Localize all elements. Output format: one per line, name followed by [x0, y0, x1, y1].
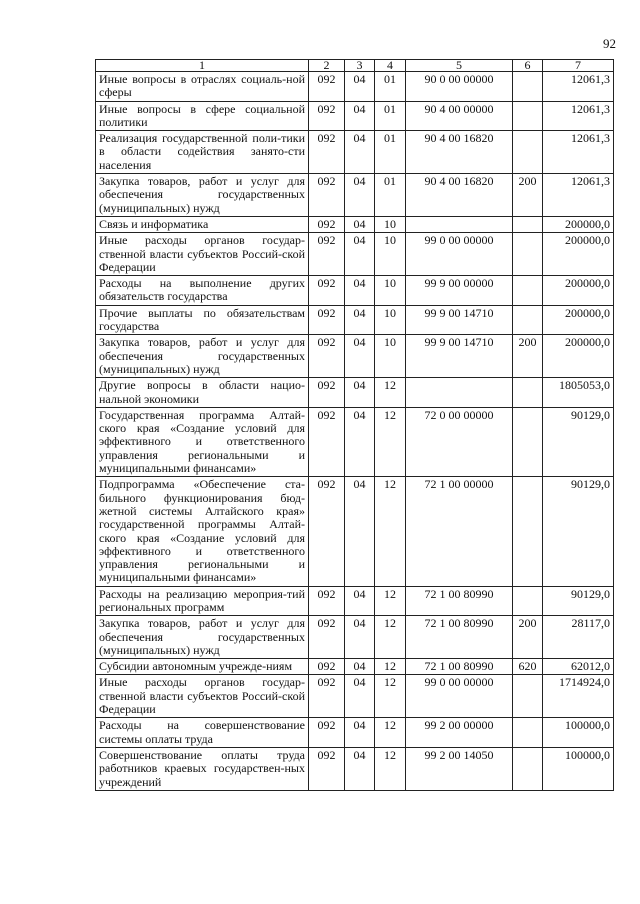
- row-col2-code: 092: [309, 174, 345, 217]
- row-col5-code: 99 0 00 00000: [406, 675, 513, 718]
- row-col6-code: [513, 305, 543, 335]
- row-col5-code: 99 9 00 00000: [406, 276, 513, 306]
- column-header-6: 6: [513, 60, 543, 72]
- row-amount: 28117,0: [543, 616, 614, 659]
- budget-table: [95, 59, 614, 791]
- row-amount: 12061,3: [543, 131, 614, 174]
- row-col3-code: 04: [345, 131, 375, 174]
- row-description: Расходы на совершенствование системы оплаты труда: [96, 718, 309, 748]
- row-description: Расходы на выполнение других обязательств государства: [96, 276, 309, 306]
- table-row: [96, 586, 614, 616]
- row-description: Субсидии автономным учрежде-ниям: [96, 659, 309, 675]
- row-description: Прочие выплаты по обязательствам государства: [96, 305, 309, 335]
- row-col4-code: 12: [375, 718, 406, 748]
- row-amount: 90129,0: [543, 477, 614, 586]
- row-col5-code: 99 9 00 14710: [406, 335, 513, 378]
- row-col5-code: 72 0 00 00000: [406, 407, 513, 476]
- row-col5-code: 99 2 00 14050: [406, 747, 513, 790]
- row-col5-code: 90 0 00 00000: [406, 72, 513, 102]
- row-col2-code: 092: [309, 131, 345, 174]
- row-col6-code: [513, 747, 543, 790]
- row-col2-code: 092: [309, 616, 345, 659]
- row-col3-code: 04: [345, 335, 375, 378]
- table-row: [96, 216, 614, 232]
- row-amount: 200000,0: [543, 216, 614, 232]
- row-amount: 12061,3: [543, 101, 614, 131]
- row-description: Закупка товаров, работ и услуг для обеспечения государственных (муниципальных) нужд: [96, 335, 309, 378]
- row-col3-code: 04: [345, 747, 375, 790]
- row-amount: 62012,0: [543, 659, 614, 675]
- row-col6-code: [513, 131, 543, 174]
- table-row: [96, 101, 614, 131]
- row-col3-code: 04: [345, 718, 375, 748]
- row-col2-code: 092: [309, 407, 345, 476]
- row-col5-code: 72 1 00 80990: [406, 659, 513, 675]
- row-amount: 200000,0: [543, 305, 614, 335]
- table-row: [96, 718, 614, 748]
- row-description: Иные вопросы в сфере социальной политики: [96, 101, 309, 131]
- table-row: [96, 747, 614, 790]
- row-col4-code: 01: [375, 131, 406, 174]
- table-row: [96, 407, 614, 476]
- row-col5-code: 72 1 00 00000: [406, 477, 513, 586]
- row-amount: 200000,0: [543, 335, 614, 378]
- row-amount: 12061,3: [543, 174, 614, 217]
- row-col3-code: 04: [345, 276, 375, 306]
- row-col2-code: 092: [309, 335, 345, 378]
- table-header-row: [96, 60, 614, 72]
- row-col4-code: 10: [375, 276, 406, 306]
- row-col2-code: 092: [309, 586, 345, 616]
- column-header-4: 4: [375, 60, 406, 72]
- row-col5-code: 99 9 00 14710: [406, 305, 513, 335]
- row-col3-code: 04: [345, 378, 375, 408]
- row-col6-code: [513, 101, 543, 131]
- row-amount: 100000,0: [543, 747, 614, 790]
- table-row: [96, 675, 614, 718]
- row-description: Подпрограмма «Обеспечение ста-бильного функционирования бюд-жетной системы Алтайского края» государственной программы Алтай-ского края «Создание условий для эффективного и ответственного управления региональными и муниципальными финансами»: [96, 477, 309, 586]
- row-col5-code: 90 4 00 16820: [406, 174, 513, 217]
- table-row: [96, 131, 614, 174]
- row-description: Государственная программа Алтай-ского края «Создание условий для эффективного и ответственного управления региональными и муниципальными финансами»: [96, 407, 309, 476]
- row-description: Закупка товаров, работ и услуг для обеспечения государственных (муниципальных) нужд: [96, 616, 309, 659]
- row-amount: 100000,0: [543, 718, 614, 748]
- row-col2-code: 092: [309, 72, 345, 102]
- row-col3-code: 04: [345, 233, 375, 276]
- row-col4-code: 12: [375, 659, 406, 675]
- row-col2-code: 092: [309, 675, 345, 718]
- row-col3-code: 04: [345, 72, 375, 102]
- row-col2-code: 092: [309, 216, 345, 232]
- row-col3-code: 04: [345, 305, 375, 335]
- row-description: Иные расходы органов государ-ственной власти субъектов Россий-ской Федерации: [96, 233, 309, 276]
- table-row: [96, 72, 614, 102]
- row-col3-code: 04: [345, 477, 375, 586]
- row-col6-code: 200: [513, 335, 543, 378]
- table-row: [96, 477, 614, 586]
- row-col2-code: 092: [309, 718, 345, 748]
- column-header-1: 1: [96, 60, 309, 72]
- row-col2-code: 092: [309, 659, 345, 675]
- row-col4-code: 12: [375, 675, 406, 718]
- row-col5-code: [406, 378, 513, 408]
- row-amount: 200000,0: [543, 233, 614, 276]
- row-description: Совершенствование оплаты труда работников краевых государствен-ных учреждений: [96, 747, 309, 790]
- table-row: [96, 305, 614, 335]
- row-description: Связь и информатика: [96, 216, 309, 232]
- row-col6-code: [513, 216, 543, 232]
- row-amount: 12061,3: [543, 72, 614, 102]
- row-col3-code: 04: [345, 616, 375, 659]
- table-row: [96, 378, 614, 408]
- row-col4-code: 01: [375, 72, 406, 102]
- row-amount: 90129,0: [543, 407, 614, 476]
- row-col3-code: 04: [345, 174, 375, 217]
- row-col4-code: 10: [375, 216, 406, 232]
- row-description: Другие вопросы в области нацио-нальной экономики: [96, 378, 309, 408]
- row-col5-code: 99 2 00 00000: [406, 718, 513, 748]
- row-col2-code: 092: [309, 276, 345, 306]
- row-col5-code: [406, 216, 513, 232]
- table-row: [96, 616, 614, 659]
- row-col6-code: [513, 477, 543, 586]
- row-col3-code: 04: [345, 586, 375, 616]
- row-description: Расходы на реализацию мероприя-тий региональных программ: [96, 586, 309, 616]
- table-row: [96, 335, 614, 378]
- row-col6-code: [513, 233, 543, 276]
- row-col4-code: 01: [375, 174, 406, 217]
- row-description: Реализация государственной поли-тики в области содействия занято-сти населения: [96, 131, 309, 174]
- row-col6-code: [513, 586, 543, 616]
- row-col2-code: 092: [309, 233, 345, 276]
- row-col6-code: 200: [513, 174, 543, 217]
- row-col6-code: 620: [513, 659, 543, 675]
- row-col5-code: 72 1 00 80990: [406, 586, 513, 616]
- table-row: [96, 233, 614, 276]
- row-col3-code: 04: [345, 407, 375, 476]
- row-description: Закупка товаров, работ и услуг для обеспечения государственных (муниципальных) нужд: [96, 174, 309, 217]
- row-col3-code: 04: [345, 216, 375, 232]
- row-col2-code: 092: [309, 378, 345, 408]
- table-row: [96, 276, 614, 306]
- row-amount: 90129,0: [543, 586, 614, 616]
- row-col3-code: 04: [345, 101, 375, 131]
- row-col6-code: [513, 718, 543, 748]
- row-col3-code: 04: [345, 675, 375, 718]
- row-col4-code: 10: [375, 233, 406, 276]
- row-amount: 1805053,0: [543, 378, 614, 408]
- row-col4-code: 12: [375, 407, 406, 476]
- page-number: 92: [603, 36, 616, 51]
- row-col2-code: 092: [309, 747, 345, 790]
- row-col6-code: [513, 378, 543, 408]
- row-col6-code: [513, 407, 543, 476]
- table-body: [96, 72, 614, 791]
- row-col4-code: 12: [375, 616, 406, 659]
- row-col4-code: 01: [375, 101, 406, 131]
- row-col3-code: 04: [345, 659, 375, 675]
- row-col2-code: 092: [309, 477, 345, 586]
- row-col5-code: 90 4 00 00000: [406, 101, 513, 131]
- row-col6-code: [513, 276, 543, 306]
- table-row: [96, 659, 614, 675]
- column-header-7: 7: [543, 60, 614, 72]
- row-col6-code: [513, 72, 543, 102]
- row-col2-code: 092: [309, 101, 345, 131]
- column-header-3: 3: [345, 60, 375, 72]
- row-amount: 200000,0: [543, 276, 614, 306]
- row-col4-code: 12: [375, 747, 406, 790]
- column-header-2: 2: [309, 60, 345, 72]
- row-col5-code: 72 1 00 80990: [406, 616, 513, 659]
- row-col4-code: 10: [375, 335, 406, 378]
- row-col5-code: 90 4 00 16820: [406, 131, 513, 174]
- table-row: [96, 174, 614, 217]
- row-description: Иные вопросы в отраслях социаль-ной сферы: [96, 72, 309, 102]
- row-col6-code: [513, 675, 543, 718]
- row-col4-code: 12: [375, 477, 406, 586]
- column-header-5: 5: [406, 60, 513, 72]
- row-col2-code: 092: [309, 305, 345, 335]
- row-col6-code: 200: [513, 616, 543, 659]
- row-col4-code: 10: [375, 305, 406, 335]
- row-description: Иные расходы органов государ-ственной власти субъектов Россий-ской Федерации: [96, 675, 309, 718]
- row-col4-code: 12: [375, 378, 406, 408]
- row-col5-code: 99 0 00 00000: [406, 233, 513, 276]
- row-col4-code: 12: [375, 586, 406, 616]
- row-amount: 1714924,0: [543, 675, 614, 718]
